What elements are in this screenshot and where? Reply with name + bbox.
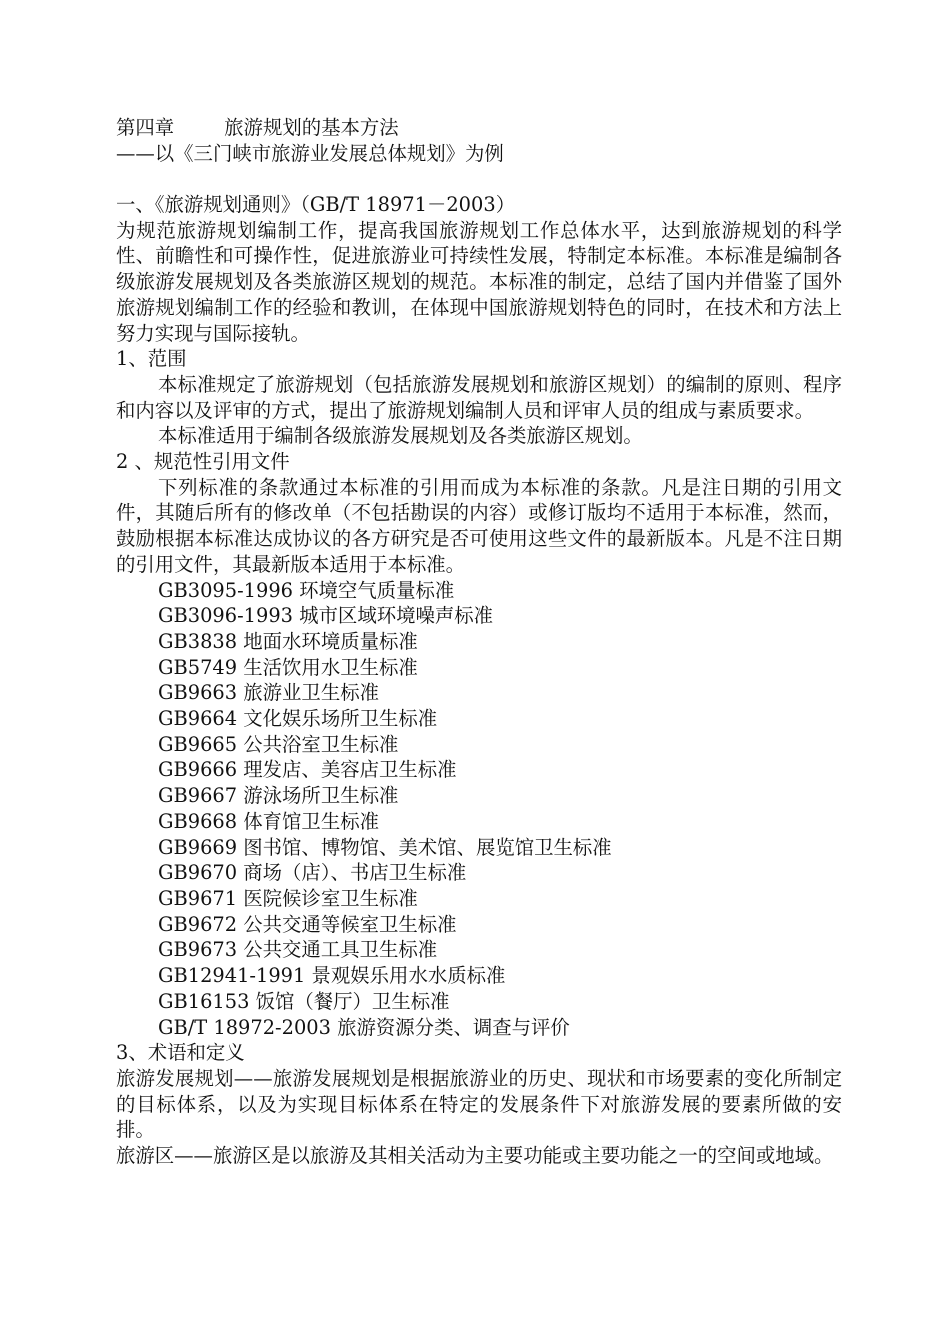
reference-item: GB16153 饭馆（餐厅）卫生标准 [158, 989, 450, 1013]
reference-item: GB/T 18972-2003 旅游资源分类、调查与评价 [158, 1015, 570, 1039]
reference-item: GB12941-1991 景观娱乐用水水质标准 [158, 964, 506, 988]
term-definition-tourism-area: 旅游区——旅游区是以旅游及其相关活动为主要功能或主要功能之一的空间或地域。 [116, 1144, 834, 1168]
reference-item: GB9667 游泳场所卫生标准 [158, 784, 399, 808]
reference-item: GB9666 理发店、美容店卫生标准 [158, 758, 457, 782]
term-definition-tourism-development-plan: 旅游发展规划——旅游发展规划是根据旅游业的历史、现状和市场要素的变化所制定的目标体系，以及为实现目标体系在特定的发展条件下对旅游发展的要素所做的安排。 [116, 1066, 842, 1142]
reference-item: GB9664 文化娱乐场所卫生标准 [158, 707, 438, 731]
reference-list [116, 578, 842, 1041]
reference-item: GB9663 旅游业卫生标准 [158, 681, 379, 705]
chapter-title-line [116, 115, 842, 141]
reference-item: GB9671 医院候诊室卫生标准 [158, 887, 418, 910]
reference-item: GB9672 公共交通等候室卫生标准 [158, 912, 457, 936]
reference-item: GB3096-1993 城市区域环境噪声标准 [158, 604, 494, 628]
section-heading-standard: 一、《旅游规划通则》（GB/T 18971－2003） [116, 193, 516, 217]
reference-item: GB9668 体育馆卫生标准 [158, 809, 379, 833]
normative-paragraph: 下列标准的条款通过本标准的引用而成为本标准的条款。凡是注日期的引用文件，其随后所有的修改单（不包括勘误的内容）或修订版均不适用于本标准，然而，鼓励根据本标准达成协议的各方研究是否可使用这些文件的最新版本。凡是不注日期的引用文件，其最新版本适用于本标准。 [116, 475, 842, 576]
scope-paragraph-1: 本标准规定了旅游规划（包括旅游发展规划和旅游区规划）的编制的原则、程序和内容以及评审的方式，提出了旅游规划编制人员和评审人员的组成与素质要求。 [116, 372, 842, 422]
reference-item: GB5749 生活饮用水卫生标准 [158, 655, 418, 679]
document-page [116, 115, 842, 1169]
reference-item: GB9673 公共交通工具卫生标准 [158, 938, 438, 962]
reference-item: GB9670 商场（店）、书店卫生标准 [158, 861, 467, 885]
reference-item: GB9669 图书馆、博物馆、美术馆、展览馆卫生标准 [158, 835, 612, 859]
scope-heading: 1、范围 [116, 347, 187, 371]
standard-intro-paragraph: 为规范旅游规划编制工作，提高我国旅游规划工作总体水平，达到旅游规划的科学性、前瞻性和可操作性，促进旅游业可持续性发展，特制定本标准。本标准是编制各级旅游发展规划及各类旅游区规划的规范。本标准的制定，总结了国内并借鉴了国外旅游规划编制工作的经验和教训，在体现中国旅游规划特色的同时，在技术和方法上努力实现与国际接轨。 [116, 218, 842, 345]
normative-heading: 2 、规范性引用文件 [116, 450, 290, 474]
spacer [116, 166, 842, 192]
chapter-subtitle: ——以《三门峡市旅游业发展总体规划》为例 [116, 141, 504, 165]
reference-item: GB9665 公共浴室卫生标准 [158, 732, 399, 756]
terms-heading: 3、术语和定义 [116, 1041, 245, 1065]
reference-item: GB3838 地面水环境质量标准 [158, 629, 418, 653]
reference-item: GB3095-1996 环境空气质量标准 [158, 578, 455, 602]
chapter-title: 旅游规划的基本方法 [224, 116, 399, 139]
scope-paragraph-2: 本标准适用于编制各级旅游发展规划及各类旅游区规划。 [158, 424, 643, 448]
chapter-label: 第四章 [116, 116, 175, 139]
